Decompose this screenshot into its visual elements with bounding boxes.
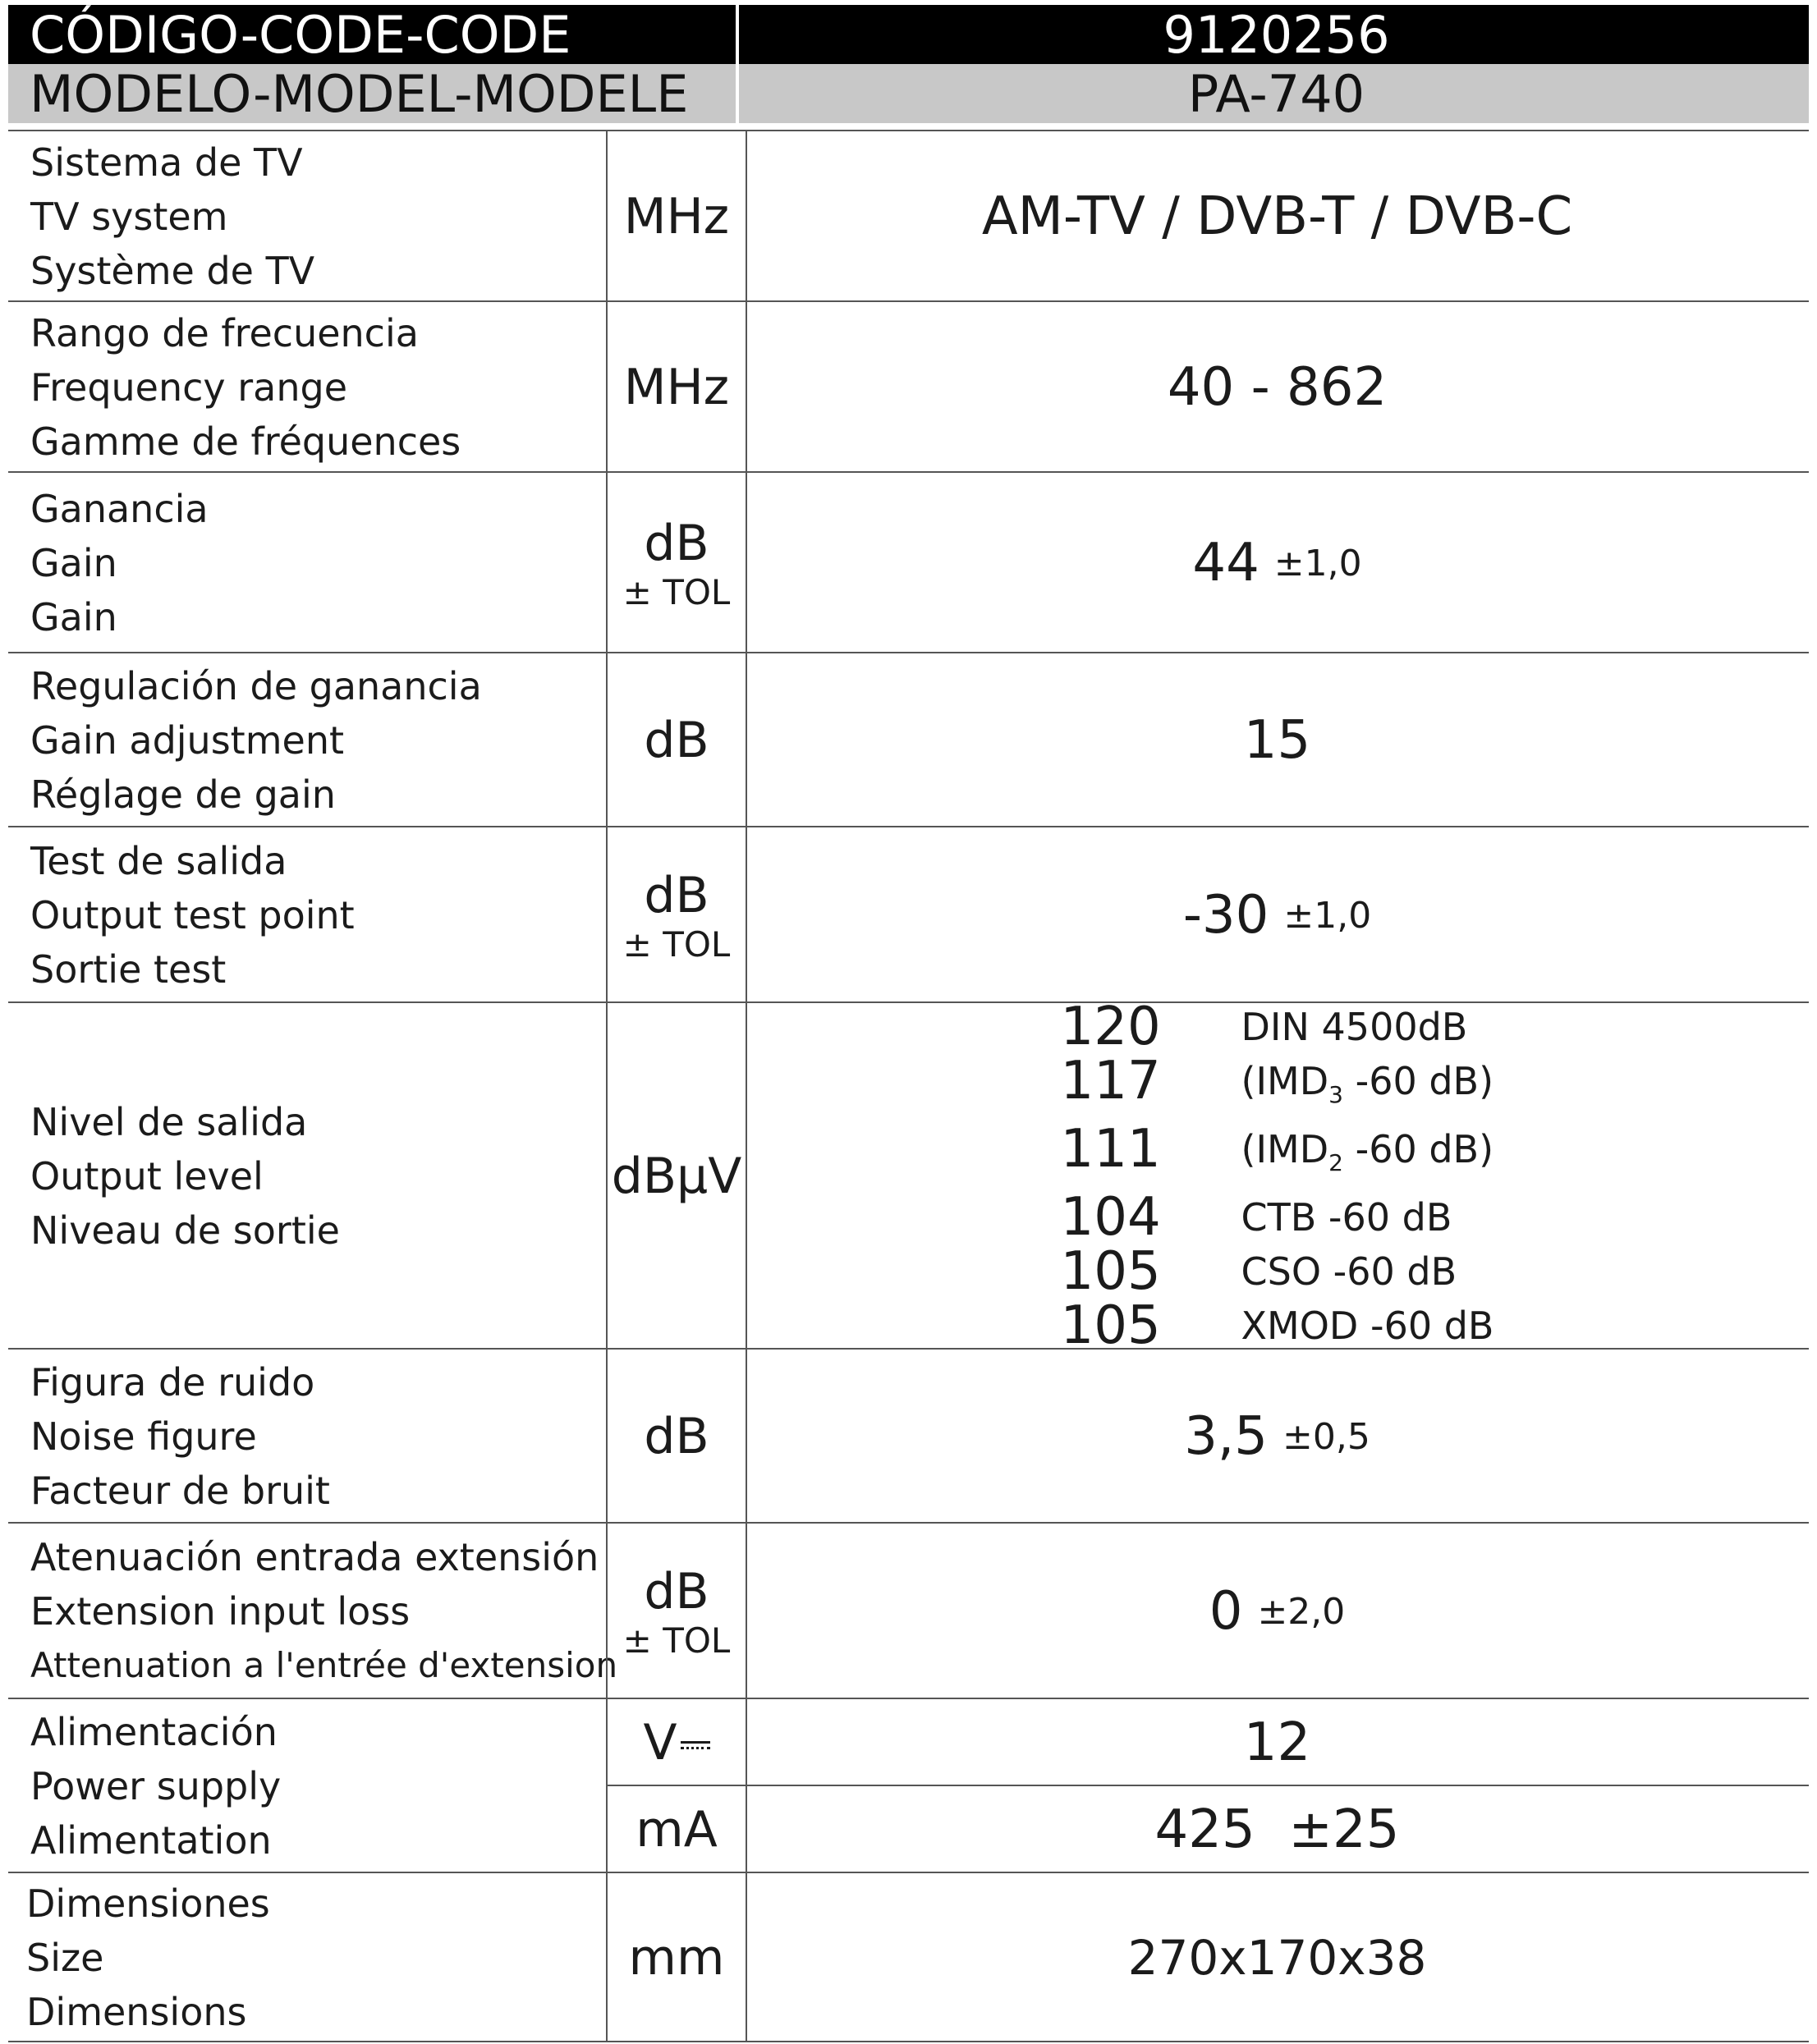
level-desc: ($IMD_2$ -60 dB): [1241, 1127, 1494, 1177]
name-es: Regulación de ganancia: [30, 664, 482, 708]
unit-cell: [606, 302, 747, 473]
row-gain-adjustment: [8, 652, 1809, 827]
row-noise-figure: [8, 1348, 1809, 1524]
tolerance-value: ±1,0: [1283, 894, 1372, 937]
value-cell: [746, 473, 1809, 653]
row-tv-system: [8, 130, 1809, 302]
row-names: [30, 1699, 281, 1873]
name-en: Size: [26, 1936, 104, 1980]
name-fr: Niveau de sortie: [30, 1208, 340, 1253]
row-names: [30, 302, 461, 473]
current-unit: mA: [635, 1801, 718, 1858]
name-en: Frequency range: [30, 365, 348, 410]
value: AM-TV / DVB-T / DVB-C: [981, 186, 1573, 247]
current-value: 425 ±25: [1154, 1799, 1400, 1860]
row-names: [30, 1003, 340, 1350]
value: 44: [1192, 533, 1260, 593]
value-cell: [746, 1524, 1809, 1699]
tolerance-label: ± TOL: [622, 1620, 731, 1661]
model-label: MODELO-MODEL-MODELE: [30, 63, 689, 124]
unit-cell: [606, 1003, 747, 1350]
dc-symbol-icon: [681, 1739, 710, 1751]
value-cell: [746, 1699, 1809, 1873]
name-en: Extension input loss: [30, 1589, 411, 1634]
tolerance-value: ±0,5: [1282, 1415, 1370, 1458]
current-unit-cell: [608, 1786, 746, 1873]
row-names: [30, 827, 355, 1003]
code-value: 9120256: [1163, 4, 1390, 65]
name-fr: Dimensions: [26, 1990, 247, 2034]
name-es: Ganancia: [30, 487, 209, 531]
name-en: Gain: [30, 541, 117, 585]
row-gain: [8, 471, 1809, 653]
unit-cell: [606, 653, 747, 827]
name-es: Atenuación entrada extensión: [30, 1535, 599, 1579]
name-fr: Réglage de gain: [30, 772, 336, 817]
level-value: 104: [1060, 1187, 1161, 1249]
level-desc: CTB -60 dB: [1241, 1195, 1452, 1240]
row-names: [30, 1350, 330, 1524]
unit: dB: [644, 1408, 709, 1465]
name-fr: Système de TV: [30, 249, 315, 293]
name-es: Figura de ruido: [30, 1360, 315, 1405]
row-names: [30, 131, 314, 302]
value: 0: [1209, 1581, 1243, 1642]
model-value: PA-740: [1187, 63, 1365, 124]
name-fr: Gamme de fréquences: [30, 419, 461, 464]
value-cell: [746, 1350, 1809, 1524]
value: 3,5: [1184, 1406, 1268, 1467]
unit-cell: [606, 131, 747, 302]
level-value: 117: [1060, 1050, 1161, 1111]
name-es: Alimentación: [30, 1710, 278, 1754]
unit-cell: [606, 473, 747, 653]
model-band: [8, 64, 1809, 123]
unit: dB: [644, 867, 709, 924]
tolerance-label: ± TOL: [622, 924, 731, 965]
level-desc: ($IMD_3$ -60 dB): [1241, 1058, 1494, 1108]
row-names: [30, 473, 209, 653]
output-level-list: [1060, 996, 1494, 1357]
voltage-value: 12: [1243, 1712, 1311, 1773]
unit-cell: [606, 827, 747, 1003]
power-divider: [606, 1785, 1809, 1786]
name-fr: Facteur de bruit: [30, 1469, 330, 1513]
name-fr: Gain: [30, 595, 117, 639]
tolerance-value: ±1,0: [1273, 542, 1362, 584]
voltage-unit-cell: [608, 1699, 746, 1786]
level-desc: XMOD -60 dB: [1241, 1304, 1494, 1349]
tolerance-value: ±2,0: [1257, 1590, 1346, 1633]
row-frequency-range: [8, 300, 1809, 473]
name-fr: Attenuation a l'entrée d'extension: [30, 1645, 618, 1685]
row-power-supply: [8, 1698, 1809, 1873]
name-en: Power supply: [30, 1764, 282, 1808]
name-fr: Alimentation: [30, 1818, 272, 1863]
code-label: CÓDIGO-CODE-CODE: [30, 4, 571, 65]
unit: dBμV: [611, 1148, 742, 1205]
value: 40 - 862: [1167, 357, 1388, 418]
unit: MHz: [623, 359, 730, 416]
code-band: [8, 5, 1809, 64]
value-cell: [746, 996, 1809, 1357]
unit-cell: [606, 1524, 747, 1699]
name-es: Rango de frecuencia: [30, 311, 419, 355]
value: 270x170x38: [1127, 1930, 1427, 1986]
row-output-level: [8, 996, 1809, 1357]
level-value: 105: [1060, 1241, 1161, 1303]
code-divider: [736, 5, 739, 64]
table-bottom-border: [8, 2041, 1809, 2042]
level-desc: DIN 4500dB: [1241, 1004, 1468, 1049]
level-value: 111: [1060, 1119, 1161, 1180]
unit-cell: [606, 1699, 747, 1873]
row-output-test: [8, 826, 1809, 1003]
name-es: Sistema de TV: [30, 140, 303, 185]
level-value: 105: [1060, 1295, 1161, 1357]
unit: mm: [628, 1929, 725, 1987]
level-value: 120: [1060, 996, 1161, 1057]
row-extension-input-loss: [8, 1522, 1809, 1699]
voltage-unit: V: [643, 1713, 709, 1772]
unit-cell: [606, 1350, 747, 1524]
value-cell: [746, 302, 1809, 473]
row-names: [30, 653, 482, 827]
name-en: Output level: [30, 1154, 264, 1198]
value-cell: [746, 1873, 1809, 2042]
unit-cell: [606, 1873, 747, 2042]
name-es: Nivel de salida: [30, 1100, 308, 1144]
unit: dB: [644, 712, 709, 769]
name-en: Noise figure: [30, 1414, 257, 1459]
name-en: TV system: [30, 195, 228, 239]
row-dimensions: [8, 1872, 1809, 2042]
level-desc: CSO -60 dB: [1241, 1249, 1457, 1295]
name-es: Dimensiones: [26, 1881, 270, 1926]
name-es: Test de salida: [30, 839, 287, 883]
unit: MHz: [623, 188, 730, 245]
value: 15: [1243, 710, 1311, 771]
name-en: Gain adjustment: [30, 718, 345, 763]
name-en: Output test point: [30, 893, 355, 937]
value-cell: [746, 653, 1809, 827]
unit: dB: [644, 1563, 709, 1620]
name-fr: Sortie test: [30, 947, 227, 992]
row-names: [30, 1524, 617, 1699]
value-cell: [746, 827, 1809, 1003]
row-names: [26, 1873, 270, 2042]
unit: dB: [644, 515, 709, 572]
model-divider: [736, 64, 739, 123]
tolerance-label: ± TOL: [622, 572, 731, 612]
value-cell: [746, 131, 1809, 302]
value: -30: [1182, 885, 1269, 946]
